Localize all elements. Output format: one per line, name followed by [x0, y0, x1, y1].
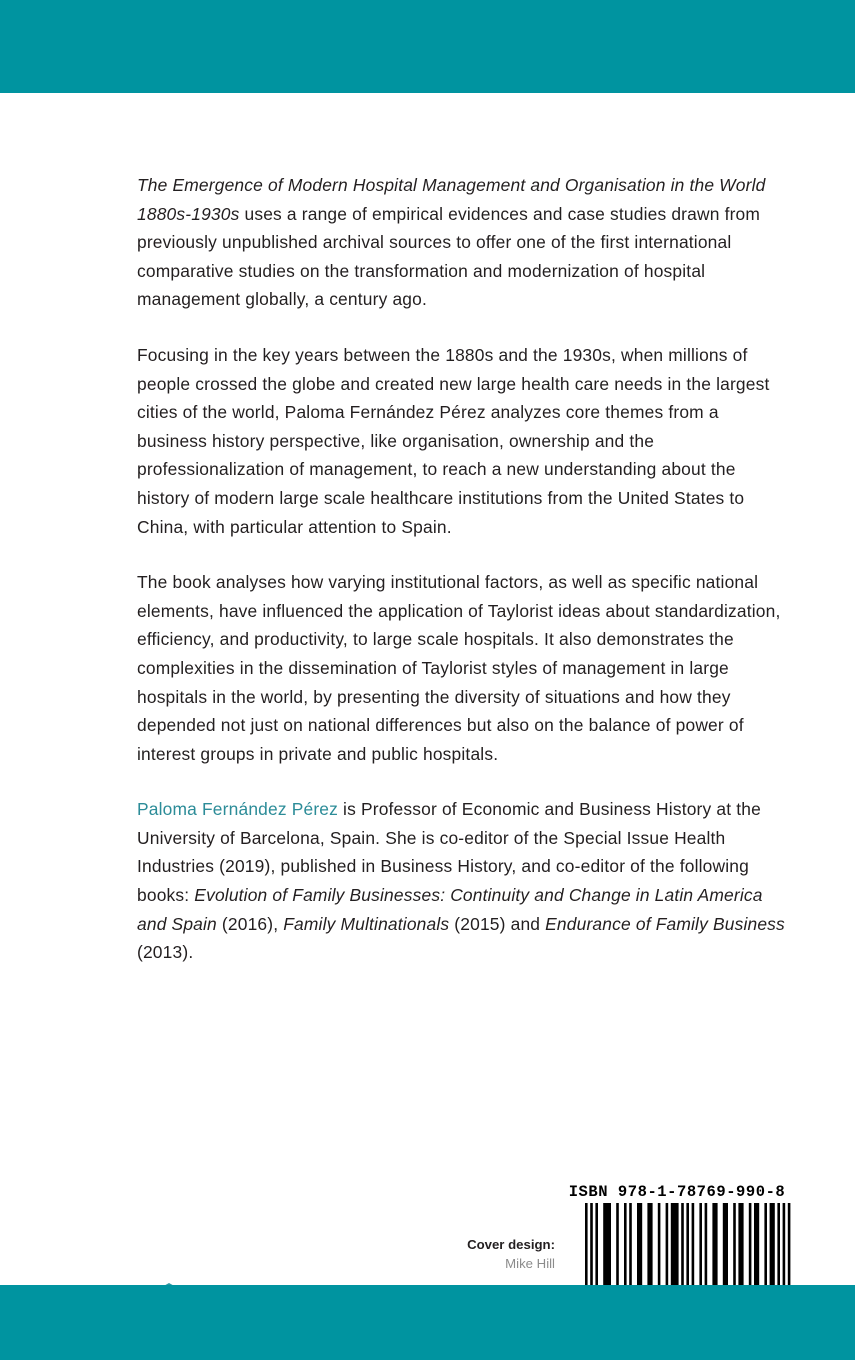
bio-text-3: (2015) and	[449, 913, 546, 934]
bottom-teal-band	[0, 1285, 855, 1360]
isbn-text: ISBN 978-1-78769-990-8	[568, 1183, 786, 1201]
cover-design-value: Mike Hill	[505, 1255, 555, 1271]
book-title-italic: The Emergence of Modern Hospital Management and Organisation in the World 1880s-1930s	[137, 175, 766, 224]
blurb-paragraph-3: The book analyses how varying institutional factors, as well as specific national elements, have influenced the application of Taylorist ideas about standardization, efficiency, and productivity, to large scale hospitals. It also demonstrates the complexities in the dissemination of Taylorist styles of management in large hospitals in the world, by presenting the diversity of situations and how they depended not just on national differences but also on the balance of power of interest groups in private and public hospitals.	[137, 572, 781, 764]
back-cover-page	[0, 93, 855, 1285]
bio-book-title-1: Evolution of Family Businesses: Continuity and Change in Latin America and Spain	[137, 885, 763, 934]
author-bio-paragraph	[137, 795, 785, 967]
bio-book-title-2: Family Multinationals	[283, 913, 450, 934]
author-name: Paloma Fernández Pérez	[137, 799, 339, 820]
blurb-paragraph-1	[137, 171, 785, 314]
bio-text-1: is Professor of Economic and Business History at the University of Barcelona, Spain. She is co-editor of the Special Issue Health Industries (2019), published in Business History, and co-editor of the following books:	[137, 799, 761, 906]
cover-design-credit	[395, 1236, 555, 1273]
blurb-text-block	[137, 171, 785, 994]
cover-design-label: Cover design:	[467, 1237, 555, 1252]
bio-book-title-3: Endurance of Family Business	[545, 913, 785, 934]
blurb-paragraph-2: Focusing in the key years between the 1880s and the 1930s, when millions of people crossed the globe and created new large health care needs in the largest cities of the world, Paloma Fernández Pérez analyzes core themes from a business history perspective, like organisation, ownership and the professionalization of management, to reach a new understanding about the history of modern large scale healthcare institutions from the United States to China, with particular attention to Spain.	[137, 344, 770, 537]
bio-text-4: (2013).	[137, 942, 194, 963]
bio-text-2: (2016),	[216, 913, 284, 934]
top-teal-band	[0, 0, 855, 93]
blurb-paragraph-1-rest: uses a range of empirical evidences and case studies drawn from previously unpublished archival sources to offer one of the first international comparative studies on the transformation and modernization of hospital management globally, a century ago.	[137, 203, 761, 310]
